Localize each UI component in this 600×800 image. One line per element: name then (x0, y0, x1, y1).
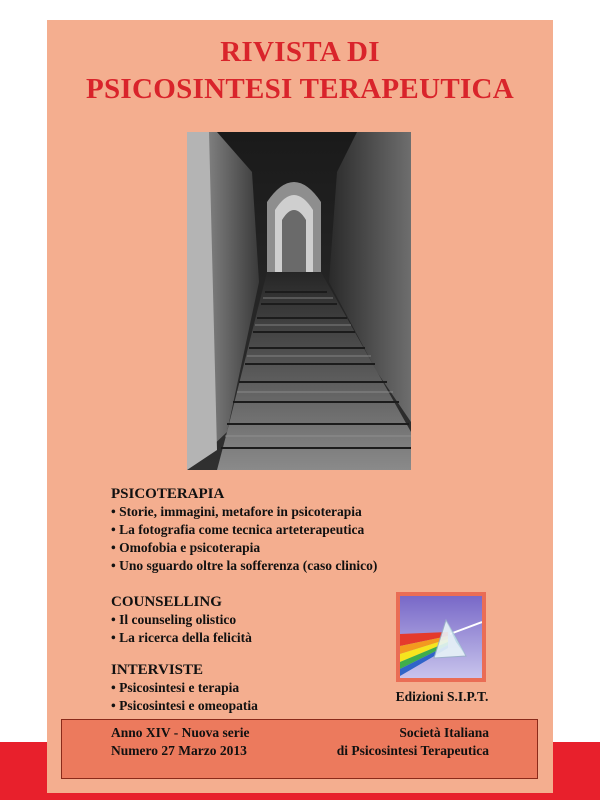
publisher-label: Edizioni S.I.P.T. (395, 689, 489, 704)
section-interviste (111, 661, 258, 715)
society-name-line1: Società Italiana (399, 725, 489, 740)
list-item: • Omofobia e psicoterapia (111, 540, 261, 555)
cover-title-line1: RIVISTA DI (220, 36, 380, 68)
list-item: • Psicosintesi e omeopatia (111, 698, 258, 713)
society-name-line2: di Psicosintesi Terapeutica (336, 743, 489, 758)
section-title: INTERVISTE (111, 662, 204, 678)
section-title: COUNSELLING (111, 594, 222, 610)
list-item: • La ricerca della felicità (111, 630, 252, 645)
list-item: • Il counseling olistico (111, 612, 237, 627)
section-title: PSICOTERAPIA (111, 486, 225, 502)
issue-year: Anno XIV - Nuova serie (111, 725, 250, 740)
list-item: • La fotografia come tecnica arteterapeutica (111, 522, 365, 537)
list-item: • Storie, immagini, metafore in psicoterapia (111, 504, 362, 519)
list-item: • Uno sguardo oltre la sofferenza (caso clinico) (111, 558, 378, 573)
section-counselling (111, 593, 252, 647)
section-psicoterapia (111, 485, 377, 575)
issue-number: Numero 27 Marzo 2013 (111, 743, 247, 758)
prism-rainbow-logo (396, 592, 486, 682)
list-item: • Psicosintesi e terapia (111, 680, 240, 695)
issue-info (111, 724, 250, 760)
society-info (337, 724, 489, 760)
stairway-photo (187, 132, 411, 470)
cover-title-line2: PSICOSINTESI TERAPEUTICA (85, 73, 515, 105)
